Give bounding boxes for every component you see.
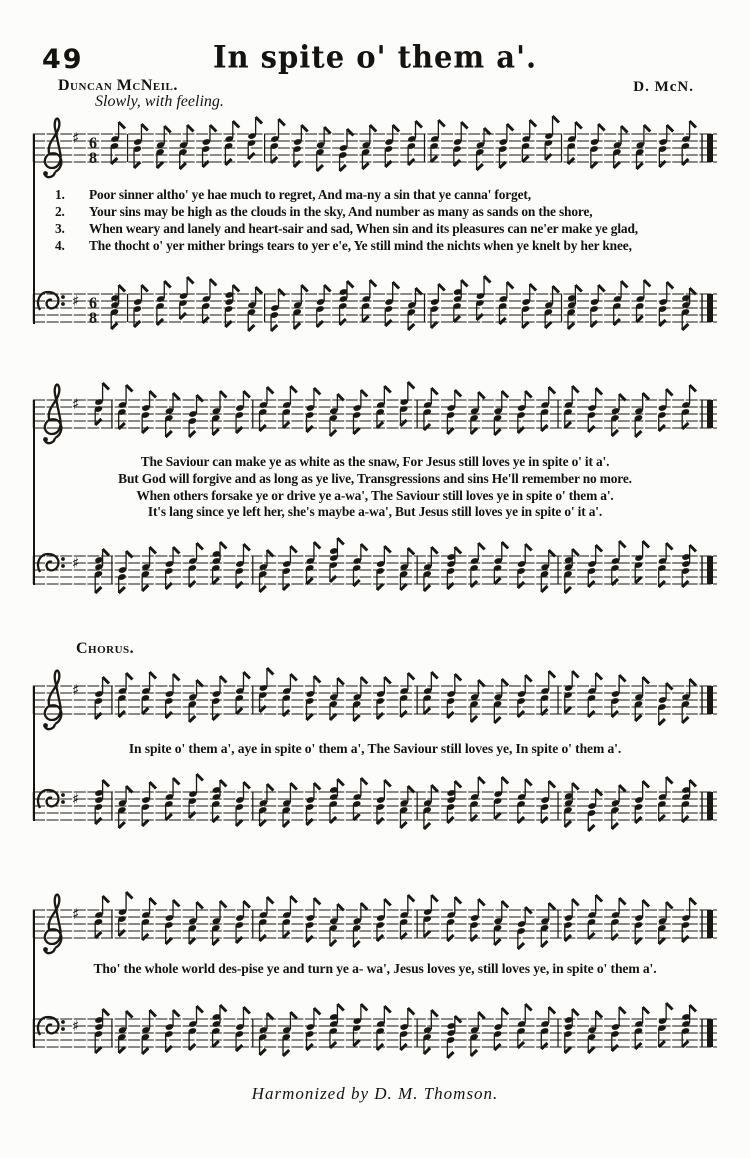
time-signature-lower: 8 bbox=[89, 310, 97, 327]
verse-line bbox=[50, 186, 710, 203]
final-barline-thick bbox=[707, 556, 713, 584]
verse-number: 4. bbox=[55, 238, 65, 253]
verse-line bbox=[50, 220, 710, 237]
verse-text: Poor sinner altho' ye hae much to regret, And ma-ny a sin that ye canna' forget, bbox=[89, 187, 531, 202]
final-barline-thick bbox=[707, 134, 713, 162]
verse-text: Your sins may be high as the clouds in the sky, And number as many as sands on the shore, bbox=[89, 204, 593, 219]
final-barline-thick bbox=[707, 400, 713, 428]
notes bbox=[94, 892, 696, 949]
staff-svg bbox=[31, 376, 723, 454]
verse-number: 3. bbox=[55, 221, 65, 236]
chorus-label: Chorus. bbox=[76, 640, 135, 657]
notes bbox=[110, 116, 696, 171]
staff-svg bbox=[31, 995, 723, 1073]
staff-svg bbox=[31, 662, 723, 740]
author-name: Duncan McNeil. bbox=[58, 77, 178, 94]
verse-line: It's lang since ye left her, she's maybe a-wa', But Jesus still loves ye in spite o' it a'. bbox=[147, 504, 603, 520]
staff-system-6-bass bbox=[31, 768, 723, 846]
verse-line: The Saviour can make ye as white as the snaw, For Jesus still loves ye in spite o' it a'. bbox=[140, 454, 610, 469]
tempo-marking: Slowly, with feeling. bbox=[95, 93, 224, 110]
composer-initials: D. McN. bbox=[633, 79, 694, 95]
notes bbox=[94, 538, 696, 593]
harmonizer-credit: Harmonized by D. M. Thomson. bbox=[251, 1084, 499, 1103]
system-connector-line bbox=[33, 910, 35, 1048]
notes bbox=[94, 1003, 696, 1058]
time-signature-upper: 6 bbox=[89, 295, 97, 312]
staff-svg bbox=[31, 110, 723, 188]
verse-line: When others forsake ye or drive ye a-wa', The Saviour still loves ye in spite o' them a'. bbox=[136, 487, 614, 503]
key-signature-sharp: ♯ bbox=[72, 790, 80, 808]
staff-system-7-treble bbox=[31, 886, 723, 964]
staff-system-1-treble bbox=[31, 110, 723, 188]
staff-system-8-bass bbox=[31, 995, 723, 1073]
final-barline-thick bbox=[707, 1019, 713, 1047]
final-barline-thick bbox=[707, 792, 713, 820]
key-signature-sharp: ♯ bbox=[72, 395, 80, 413]
verse-text: The thocht o' yer mither brings tears to yer e'e, Ye still mind the nichts when ye knelt by her knee, bbox=[89, 238, 632, 253]
notes bbox=[94, 668, 696, 725]
staff-svg bbox=[31, 768, 723, 846]
verse-block bbox=[50, 186, 710, 254]
notes bbox=[94, 382, 696, 437]
staff-system-5-treble bbox=[31, 662, 723, 740]
verse-number: 1. bbox=[55, 187, 65, 202]
verse-line bbox=[50, 203, 710, 220]
time-signature-upper: 6 bbox=[89, 135, 97, 152]
key-signature-sharp: ♯ bbox=[72, 292, 80, 310]
key-signature-sharp: ♯ bbox=[72, 1017, 80, 1035]
staff-svg bbox=[31, 532, 723, 610]
final-barline-thick bbox=[707, 686, 713, 714]
notes bbox=[94, 774, 696, 831]
key-signature-sharp: ♯ bbox=[72, 129, 80, 147]
final-barline-thick bbox=[707, 294, 713, 322]
time-signature-lower: 8 bbox=[89, 150, 97, 167]
page-number: 49 bbox=[42, 44, 84, 75]
staff-svg bbox=[31, 886, 723, 964]
hymn-title: In spite o' them a'. bbox=[212, 39, 538, 75]
staff-system-4-bass bbox=[31, 532, 723, 610]
key-signature-sharp: ♯ bbox=[72, 554, 80, 572]
notes bbox=[110, 276, 696, 331]
system-connector-line bbox=[33, 134, 35, 324]
verse-line: But God will forgive and as long as ye live, Transgressions and sins He'll remember no more. bbox=[118, 470, 632, 486]
key-signature-sharp: ♯ bbox=[72, 905, 80, 923]
verse-line bbox=[50, 237, 710, 254]
key-signature-sharp: ♯ bbox=[72, 681, 80, 699]
staff-svg bbox=[31, 270, 723, 348]
verse-number: 2. bbox=[55, 204, 65, 219]
verse-continued-block bbox=[30, 454, 720, 521]
final-lyric-line: Tho' the whole world des-pise ye and turn ye a- wa', Jesus loves ye, still loves ye, in spite o' them a'. bbox=[93, 961, 657, 976]
staff-system-2-bass bbox=[31, 270, 723, 348]
chorus-lyric-line: In spite o' them a', aye in spite o' them a', The Saviour still loves ye, In spite o' them a'. bbox=[128, 741, 622, 756]
staff-system-3-treble bbox=[31, 376, 723, 454]
final-barline-thick bbox=[707, 910, 713, 938]
verse-text: When weary and lanely and heart-sair and sad, When sin and its pleasures can ne'er make ye glad, bbox=[89, 221, 638, 236]
